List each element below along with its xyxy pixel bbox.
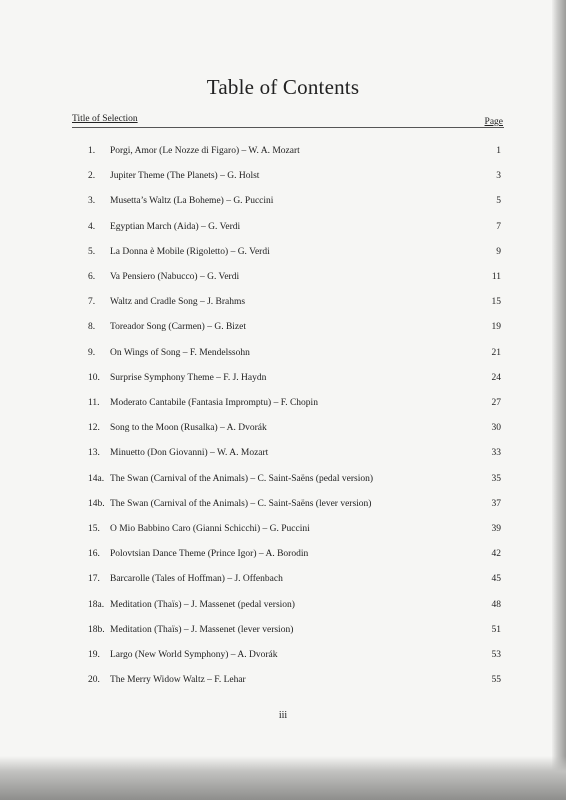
toc-entry <box>0 549 566 565</box>
toc-entry-title: The Swan (Carnival of the Animals) – C. Saint-Saëns (lever version) <box>110 498 372 509</box>
toc-entry <box>0 322 566 338</box>
toc-entry-title: Musetta’s Waltz (La Boheme) – G. Puccini <box>110 196 274 207</box>
toc-entry-number: 7. <box>88 297 96 308</box>
toc-entry-page: 48 <box>491 599 501 610</box>
column-title-header: Title of Selection <box>72 114 138 124</box>
toc-entry-page: 42 <box>491 549 501 560</box>
toc-entry-page: 33 <box>491 448 501 459</box>
toc-entry-number: 11. <box>88 398 100 408</box>
toc-entry <box>0 146 566 162</box>
toc-entry-title: Porgi, Amor (Le Nozze di Figaro) – W. A. Mozart <box>110 146 300 156</box>
toc-entry <box>0 474 566 490</box>
toc-entry-number: 13. <box>88 448 100 459</box>
toc-entry-number: 17. <box>88 574 100 585</box>
toc-entry-page: 3 <box>496 171 501 182</box>
toc-entry-title: Surprise Symphony Theme – F. J. Haydn <box>110 372 267 383</box>
toc-entry <box>0 247 566 263</box>
toc-entry-number: 2. <box>88 171 96 182</box>
toc-entry-page: 9 <box>496 246 501 257</box>
toc-entry-title: Egyptian March (Aida) – G. Verdi <box>110 221 241 232</box>
toc-entry-number: 5. <box>88 246 96 257</box>
toc-entry <box>0 675 566 691</box>
toc-entry-page: 27 <box>491 398 501 408</box>
toc-entry-page: 15 <box>491 297 501 308</box>
toc-entry <box>0 222 566 238</box>
toc-entry-number: 4. <box>88 221 96 232</box>
toc-entry-number: 10. <box>88 372 100 383</box>
toc-entry-page: 55 <box>491 675 501 686</box>
toc-header <box>72 114 504 128</box>
toc-entry-title: Minuetto (Don Giovanni) – W. A. Mozart <box>110 448 269 459</box>
toc-entry-page: 37 <box>491 498 501 509</box>
toc-entry <box>0 171 566 187</box>
toc-entry-page: 21 <box>491 347 501 358</box>
toc-entry-title: La Donna è Mobile (Rigoletto) – G. Verdi <box>110 246 270 257</box>
toc-entry-title: Barcarolle (Tales of Hoffman) – J. Offenbach <box>110 574 283 585</box>
toc-entry <box>0 196 566 212</box>
scan-shadow-bottom <box>0 756 566 800</box>
toc-entry-title: Waltz and Cradle Song – J. Brahms <box>110 297 246 308</box>
toc-entry <box>0 625 566 641</box>
toc-entry-page: 7 <box>496 221 501 232</box>
toc-entry-title: O Mio Babbino Caro (Gianni Schicchi) – G. Puccini <box>110 524 310 534</box>
toc-entry <box>0 524 566 540</box>
toc-entry-page: 11 <box>491 272 501 282</box>
toc-entry <box>0 348 566 364</box>
toc-entry-number: 3. <box>88 196 96 207</box>
toc-entry-page: 39 <box>491 524 501 534</box>
toc-entry <box>0 398 566 414</box>
toc-entry-number: 20. <box>88 675 100 686</box>
toc-entry <box>0 600 566 616</box>
toc-entry-page: 19 <box>491 322 501 333</box>
toc-entry <box>0 448 566 464</box>
toc-entry-page: 30 <box>491 423 501 434</box>
toc-entry-page: 5 <box>496 196 501 207</box>
toc-entry <box>0 499 566 515</box>
toc-entry-title: Largo (New World Symphony) – A. Dvorák <box>110 650 278 660</box>
toc-entry-title: Moderato Cantabile (Fantasia Impromptu) – F. Chopin <box>110 398 318 408</box>
page-number: iii <box>278 710 288 721</box>
toc-entry-title: The Merry Widow Waltz – F. Lehar <box>110 675 246 686</box>
toc-entry-number: 15. <box>88 524 100 534</box>
toc-entry-number: 16. <box>88 549 100 560</box>
toc-entry-title: Jupiter Theme (The Planets) – G. Holst <box>110 171 260 182</box>
toc-entry-number: 8. <box>88 322 96 333</box>
toc-entry-page: 1 <box>496 146 501 156</box>
toc-entry-number: 9. <box>88 347 96 358</box>
toc-entry-number: 14b. <box>88 498 105 509</box>
toc-entry-title: Meditation (Thaïs) – J. Massenet (lever version) <box>110 624 294 635</box>
toc-entry-title: Song to the Moon (Rusalka) – A. Dvorák <box>110 423 267 434</box>
toc-entry-title: Va Pensiero (Nabucco) – G. Verdi <box>110 272 240 282</box>
toc-entry-page: 53 <box>491 650 501 660</box>
toc-entry <box>0 574 566 590</box>
toc-entry-title: Meditation (Thaïs) – J. Massenet (pedal version) <box>110 599 295 610</box>
toc-entry-number: 12. <box>88 423 100 434</box>
toc-entry-title: On Wings of Song – F. Mendelssohn <box>110 347 250 358</box>
toc-entry <box>0 272 566 288</box>
toc-entry <box>0 373 566 389</box>
toc-entry-number: 19. <box>88 650 100 660</box>
page-title: Table of Contents <box>206 75 360 99</box>
toc-entry-number: 14a. <box>88 473 105 484</box>
toc-entry <box>0 650 566 666</box>
toc-entry-number: 18a. <box>88 599 105 610</box>
toc-entry-number: 18b. <box>88 624 105 635</box>
toc-entry-page: 51 <box>491 624 501 635</box>
toc-entry <box>0 297 566 313</box>
column-page-header: Page <box>484 117 503 127</box>
toc-entry <box>0 423 566 439</box>
toc-entry-title: Toreador Song (Carmen) – G. Bizet <box>110 322 246 333</box>
toc-entry-number: 1. <box>88 146 96 156</box>
toc-entry-number: 6. <box>88 272 96 282</box>
toc-entry-page: 45 <box>491 574 501 585</box>
toc-entry-page: 24 <box>491 372 501 383</box>
toc-entry-title: The Swan (Carnival of the Animals) – C. Saint-Saëns (pedal version) <box>110 473 374 484</box>
toc-entry-page: 35 <box>491 473 501 484</box>
toc-entry-title: Polovtsian Dance Theme (Prince Igor) – A. Borodin <box>110 549 309 560</box>
